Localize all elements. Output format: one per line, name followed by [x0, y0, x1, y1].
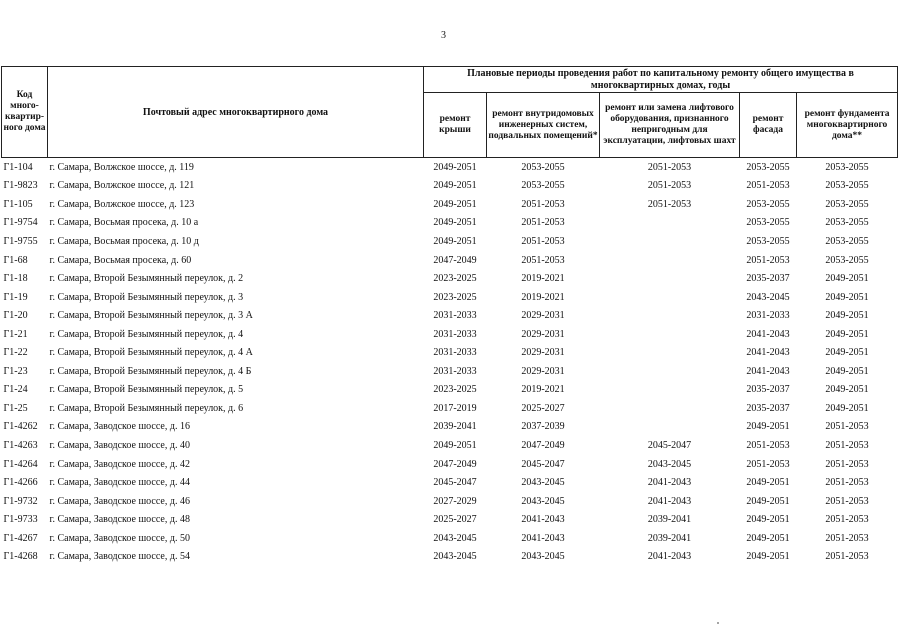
- cell-systems: 2053-2055: [521, 180, 565, 192]
- cell-foundation: 2049-2051: [825, 273, 869, 285]
- table-row: [2, 418, 898, 437]
- cell-code: Г1-4266: [3, 477, 38, 489]
- cell-code: Г1-20: [3, 310, 28, 322]
- cell-facade: 2049-2051: [746, 514, 790, 526]
- cell-foundation: 2053-2055: [825, 180, 869, 192]
- cell-facade: 2049-2051: [746, 477, 790, 489]
- cell-foundation: 2051-2053: [825, 495, 869, 507]
- cell-foundation: 2049-2051: [825, 402, 869, 414]
- cell-code: Г1-9733: [3, 514, 38, 526]
- cell-address: г. Самара, Волжское шоссе, д. 121: [49, 180, 195, 192]
- cell-code: Г1-24: [3, 384, 28, 396]
- header-roof: ремонт крыши: [424, 93, 487, 158]
- cell-address: г. Самара, Второй Безымянный переулок, д. 2: [49, 273, 244, 285]
- cell-foundation: 2053-2055: [797, 158, 898, 177]
- cell-facade: 2051-2053: [746, 180, 790, 192]
- cell-code: Г1-19: [3, 291, 28, 303]
- table-row: [2, 177, 898, 196]
- cell-foundation: 2051-2053: [825, 532, 869, 544]
- cell-facade: 2035-2037: [746, 402, 790, 414]
- cell-facade: 2031-2033: [746, 310, 790, 322]
- header-systems: ремонт внутридомовых инженерных систем, подвальных помещений*: [487, 93, 600, 158]
- header-address: Почтовый адрес многоквартирного дома: [48, 67, 424, 158]
- cell-foundation: 2049-2051: [825, 384, 869, 396]
- cell-elevator: [600, 288, 740, 307]
- header-code: Код много-квартир-ного дома: [2, 67, 48, 158]
- cell-address: г. Самара, Заводское шоссе, д. 16: [49, 421, 190, 433]
- cell-elevator: [600, 362, 740, 381]
- cell-elevator: 2041-2043: [647, 551, 692, 563]
- cell-systems: 2029-2031: [521, 347, 565, 359]
- cell-code: Г1-18: [3, 273, 28, 285]
- cell-address: г. Самара, Второй Безымянный переулок, д. 4: [49, 328, 244, 340]
- cell-facade: 2035-2037: [746, 384, 790, 396]
- table-row: [2, 473, 898, 492]
- cell-address: г. Самара, Второй Безымянный переулок, д. 6: [49, 402, 244, 414]
- table-row: [2, 158, 898, 177]
- cell-systems: 2029-2031: [521, 310, 565, 322]
- cell-address: г. Самара, Заводское шоссе, д. 54: [49, 551, 190, 563]
- cell-elevator: 2039-2041: [647, 514, 692, 526]
- repair-schedule-table: [1, 66, 898, 566]
- table-row: [2, 325, 898, 344]
- cell-systems: 2043-2045: [521, 551, 565, 563]
- cell-roof: 2027-2029: [433, 495, 477, 507]
- cell-elevator: 2045-2047: [647, 439, 692, 451]
- cell-elevator: [600, 251, 740, 270]
- cell-elevator: 2051-2053: [647, 198, 692, 210]
- cell-systems: 2047-2049: [521, 439, 565, 451]
- cell-address: г. Самара, Второй Безымянный переулок, д. 3 А: [49, 310, 253, 322]
- cell-roof: 2031-2033: [433, 365, 477, 377]
- page-number: 3: [441, 30, 446, 41]
- header-elevator: ремонт или замена лифтового оборудования, признанного непригодным для эксплуатации, лифтовых шахт: [600, 93, 740, 158]
- cell-facade: 2051-2053: [746, 254, 790, 266]
- cell-foundation: 2051-2053: [825, 551, 869, 563]
- cell-systems: 2051-2053: [521, 254, 565, 266]
- cell-address: г. Самара, Восьмая просека, д. 10 а: [49, 217, 199, 229]
- cell-elevator: 2041-2043: [647, 495, 692, 507]
- cell-code: Г1-4264: [3, 458, 38, 470]
- cell-foundation: 2051-2053: [825, 458, 869, 470]
- table-row: [2, 436, 898, 455]
- cell-elevator: 2043-2045: [647, 458, 692, 470]
- cell-facade: 2053-2055: [740, 158, 797, 177]
- header-facade: ремонт фасада: [740, 93, 797, 158]
- cell-systems: 2041-2043: [521, 514, 565, 526]
- table-row: [2, 251, 898, 270]
- cell-elevator: [600, 381, 740, 400]
- cell-foundation: 2053-2055: [825, 235, 869, 247]
- cell-code: Г1-68: [3, 254, 28, 266]
- table-header: [2, 67, 898, 158]
- cell-systems: 2043-2045: [521, 495, 565, 507]
- cell-systems: 2053-2055: [487, 158, 600, 177]
- cell-code: Г1-23: [3, 365, 28, 377]
- cell-roof: 2043-2045: [433, 551, 477, 563]
- cell-roof: 2031-2033: [433, 310, 477, 322]
- scan-mark: [717, 622, 719, 624]
- cell-roof: 2039-2041: [433, 421, 477, 433]
- cell-roof: 2043-2045: [433, 532, 477, 544]
- cell-elevator: 2051-2053: [600, 158, 740, 177]
- cell-foundation: 2053-2055: [825, 254, 869, 266]
- cell-roof: 2049-2051: [433, 217, 477, 229]
- cell-roof: 2023-2025: [433, 384, 477, 396]
- cell-systems: 2051-2053: [521, 198, 565, 210]
- cell-facade: 2053-2055: [746, 235, 790, 247]
- cell-address: г. Самара, Волжское шоссе, д. 119: [48, 158, 424, 177]
- cell-elevator: 2051-2053: [647, 180, 692, 192]
- cell-roof: 2049-2051: [433, 235, 477, 247]
- cell-foundation: 2053-2055: [825, 217, 869, 229]
- cell-foundation: 2049-2051: [825, 347, 869, 359]
- cell-elevator: 2039-2041: [647, 532, 692, 544]
- cell-elevator: 2041-2043: [647, 477, 692, 489]
- cell-roof: 2049-2051: [424, 158, 487, 177]
- cell-roof: 2047-2049: [433, 458, 477, 470]
- cell-facade: 2051-2053: [746, 458, 790, 470]
- cell-elevator: [600, 325, 740, 344]
- header-periods-group: Плановые периоды проведения работ по капитальному ремонту общего имущества в многоквартирных домах, годы: [424, 67, 898, 93]
- cell-elevator: [600, 399, 740, 418]
- cell-code: Г1-9755: [3, 235, 38, 247]
- cell-systems: 2019-2021: [521, 384, 565, 396]
- cell-code: Г1-4267: [3, 532, 38, 544]
- cell-roof: 2049-2051: [433, 180, 477, 192]
- cell-foundation: 2049-2051: [825, 365, 869, 377]
- cell-address: г. Самара, Волжское шоссе, д. 123: [49, 198, 195, 210]
- cell-roof: 2049-2051: [433, 198, 477, 210]
- cell-code: Г1-21: [3, 328, 28, 340]
- cell-systems: 2051-2053: [521, 217, 565, 229]
- table-row: [2, 510, 898, 529]
- cell-systems: 2029-2031: [521, 328, 565, 340]
- cell-elevator: [600, 418, 740, 437]
- cell-roof: 2031-2033: [433, 328, 477, 340]
- cell-systems: 2037-2039: [521, 421, 565, 433]
- cell-roof: 2017-2019: [433, 402, 477, 414]
- cell-systems: 2029-2031: [521, 365, 565, 377]
- table-row: [2, 269, 898, 288]
- table-row: [2, 547, 898, 566]
- cell-address: г. Самара, Заводское шоссе, д. 50: [49, 532, 190, 544]
- cell-foundation: 2053-2055: [825, 198, 869, 210]
- cell-systems: 2019-2021: [521, 273, 565, 285]
- cell-address: г. Самара, Второй Безымянный переулок, д. 5: [49, 384, 244, 396]
- cell-code: Г1-9732: [3, 495, 38, 507]
- cell-elevator: [600, 269, 740, 288]
- cell-roof: 2047-2049: [433, 254, 477, 266]
- cell-facade: 2053-2055: [746, 217, 790, 229]
- cell-code: Г1-4262: [3, 421, 38, 433]
- cell-facade: 2049-2051: [746, 532, 790, 544]
- cell-foundation: 2049-2051: [825, 291, 869, 303]
- cell-systems: 2051-2053: [521, 235, 565, 247]
- header-foundation: ремонт фундамента многоквартирного дома**: [797, 93, 898, 158]
- cell-facade: 2041-2043: [746, 365, 790, 377]
- cell-roof: 2023-2025: [433, 291, 477, 303]
- cell-address: г. Самара, Второй Безымянный переулок, д. 3: [49, 291, 244, 303]
- cell-code: Г1-9823: [3, 180, 38, 192]
- cell-foundation: 2051-2053: [825, 514, 869, 526]
- cell-roof: 2025-2027: [433, 514, 477, 526]
- cell-code: Г1-22: [3, 347, 28, 359]
- cell-foundation: 2049-2051: [825, 310, 869, 322]
- cell-roof: 2031-2033: [433, 347, 477, 359]
- cell-facade: 2049-2051: [746, 495, 790, 507]
- cell-systems: 2025-2027: [521, 402, 565, 414]
- cell-elevator: [600, 214, 740, 233]
- table-row: [2, 492, 898, 511]
- cell-elevator: [600, 232, 740, 251]
- cell-foundation: 2051-2053: [825, 421, 869, 433]
- cell-facade: 2053-2055: [746, 198, 790, 210]
- table-row: [2, 399, 898, 418]
- table-row: [2, 288, 898, 307]
- cell-roof: 2045-2047: [433, 477, 477, 489]
- cell-systems: 2043-2045: [521, 477, 565, 489]
- table-row: [2, 343, 898, 362]
- table-row: [2, 455, 898, 474]
- cell-code: Г1-4263: [3, 439, 38, 451]
- cell-foundation: 2051-2053: [825, 439, 869, 451]
- cell-address: г. Самара, Второй Безымянный переулок, д. 4 А: [49, 347, 253, 359]
- cell-systems: 2045-2047: [521, 458, 565, 470]
- cell-facade: 2035-2037: [746, 273, 790, 285]
- cell-elevator: [600, 306, 740, 325]
- cell-facade: 2051-2053: [746, 439, 790, 451]
- cell-code: Г1-25: [3, 402, 28, 414]
- table-row: [2, 306, 898, 325]
- cell-facade: 2043-2045: [746, 291, 790, 303]
- cell-code: Г1-9754: [3, 217, 38, 229]
- cell-address: г. Самара, Заводское шоссе, д. 42: [49, 458, 190, 470]
- cell-address: г. Самара, Заводское шоссе, д. 48: [49, 514, 190, 526]
- table-body: [2, 158, 898, 567]
- cell-facade: 2049-2051: [746, 421, 790, 433]
- cell-address: г. Самара, Восьмая просека, д. 10 д: [49, 235, 199, 247]
- cell-elevator: [600, 343, 740, 362]
- cell-foundation: 2051-2053: [825, 477, 869, 489]
- cell-roof: 2049-2051: [433, 439, 477, 451]
- table-row: [2, 381, 898, 400]
- cell-address: г. Самара, Заводское шоссе, д. 44: [49, 477, 190, 489]
- cell-address: г. Самара, Заводское шоссе, д. 40: [49, 439, 190, 451]
- table-row: [2, 362, 898, 381]
- cell-code: Г1-104: [2, 158, 48, 177]
- repair-schedule-sheet: [1, 66, 897, 566]
- table-row: [2, 232, 898, 251]
- table-row: [2, 195, 898, 214]
- cell-address: г. Самара, Заводское шоссе, д. 46: [49, 495, 190, 507]
- cell-systems: 2041-2043: [521, 532, 565, 544]
- cell-foundation: 2049-2051: [825, 328, 869, 340]
- table-row: [2, 529, 898, 548]
- cell-address: г. Самара, Второй Безымянный переулок, д. 4 Б: [49, 365, 252, 377]
- table-row: [2, 214, 898, 233]
- cell-facade: 2049-2051: [746, 551, 790, 563]
- cell-address: г. Самара, Восьмая просека, д. 60: [49, 254, 192, 266]
- cell-code: Г1-4268: [3, 551, 38, 563]
- cell-facade: 2041-2043: [746, 328, 790, 340]
- cell-code: Г1-105: [3, 198, 33, 210]
- cell-facade: 2041-2043: [746, 347, 790, 359]
- cell-systems: 2019-2021: [521, 291, 565, 303]
- cell-roof: 2023-2025: [433, 273, 477, 285]
